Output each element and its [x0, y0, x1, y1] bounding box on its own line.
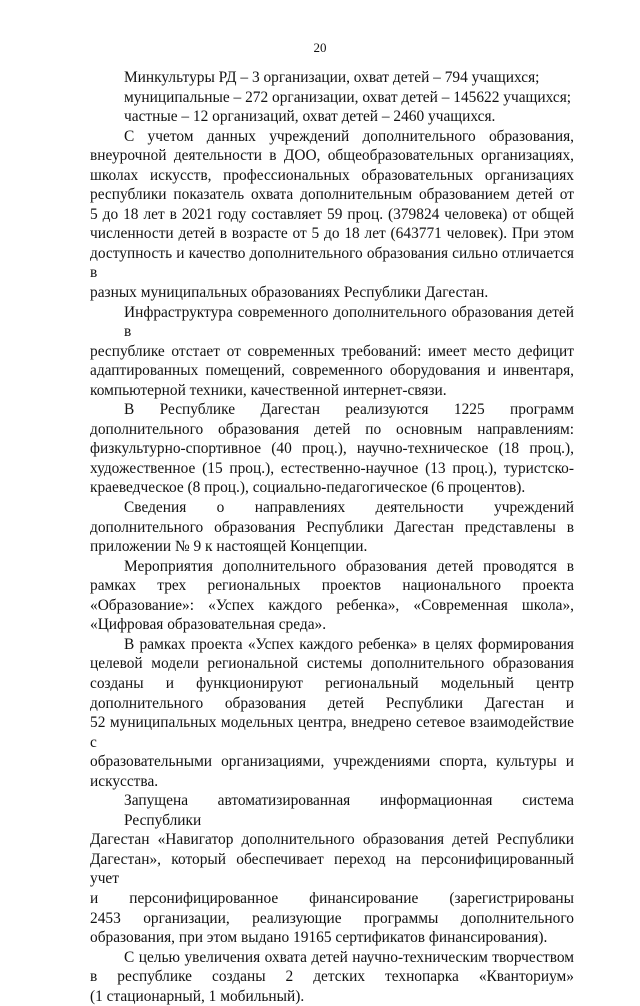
text-line: «Цифровая образовательная среда». — [90, 616, 327, 634]
text-line: частные – 12 организаций, охват детей – 2460 учащихся. — [124, 108, 496, 126]
text-line: С целью увеличения охвата детей научно-техническим творчеством — [124, 948, 574, 966]
text-line: доступность и качество дополнительного образования сильно отличается в — [90, 244, 574, 282]
text-line: муниципальные – 272 организации, охват детей – 145622 учащихся; — [124, 88, 572, 106]
text-line: искусства. — [90, 772, 159, 790]
text-line: Минкультуры РД – 3 организации, охват детей – 794 учащихся; — [124, 69, 540, 86]
text-line: школах искусств, профессиональных образовательных организациях — [90, 166, 574, 184]
text-line: целевой модели региональной системы дополнительного образования — [90, 655, 574, 673]
text-line: Инфраструктура современного дополнительного образования детей в — [124, 303, 574, 341]
text-line: Запущена автоматизированная информационная система Республики — [124, 792, 574, 829]
text-line: 52 муниципальных модельных центра, внедрено сетевое взаимодействие с — [90, 714, 574, 751]
text-line: образовательными организациями, учреждениями спорта, культуры и — [90, 753, 574, 771]
text-line: приложении № 9 к настоящей Концепции. — [90, 538, 368, 556]
text-line: С учетом данных учреждений дополнительного образования, — [124, 127, 574, 145]
text-line: созданы и функционируют региональный модельный центр — [90, 674, 574, 692]
text-line: В Республике Дагестан реализуются 1225 программ — [124, 401, 574, 419]
text-line: дополнительного образования детей Республики Дагестан и — [90, 694, 574, 712]
text-line: 5 до 18 лет в 2021 году составляет 59 проц. (379824 человека) от общей — [90, 205, 574, 223]
text-line: 2453 организации, реализующие программы дополнительного — [90, 909, 574, 927]
text-line: физкультурно-спортивное (40 проц.), научно-техническое (18 проц.), — [90, 440, 574, 458]
text-line: республике отстает от современных требований: имеет место дефицит — [90, 342, 574, 360]
text-line: (1 стационарный, 1 мобильный). — [90, 987, 305, 1005]
text-line: Дагестан», который обеспечивает переход на персонифицированный учет — [90, 850, 574, 888]
text-line: краеведческое (8 проц.), социально-педагогическое (6 процентов). — [90, 479, 526, 497]
text-line: В рамках проекта «Успех каждого ребенка» в целях формирования — [124, 635, 574, 653]
text-line: Дагестан «Навигатор дополнительного образования детей Республики — [90, 831, 574, 849]
text-line: Сведения о направлениях деятельности учреждений — [124, 499, 574, 517]
text-line: численности детей в возрасте от 5 до 18 лет (643771 человек). При этом — [90, 225, 574, 243]
text-line: дополнительного образования детей по основным направлениям: — [90, 420, 574, 438]
text-line: художественное (15 проц.), естественно-научное (13 проц.), туристско- — [90, 459, 574, 477]
text-line: внеурочной деятельности в ДОО, общеобразовательных организациях, — [90, 147, 574, 165]
text-line: образования, при этом выдано 19165 сертификатов финансирования). — [90, 929, 548, 947]
text-line: в республике созданы 2 детских технопарка «Кванториум» — [90, 968, 574, 986]
text-line: республики показатель охвата дополнительным образованием детей от — [90, 186, 574, 204]
page-number: 20 — [313, 40, 327, 55]
text-line: компьютерной техники, качественной интернет-связи. — [90, 381, 447, 399]
text-line: и персонифицированное финансирование (зарегистрированы — [90, 889, 574, 907]
text-line: адаптированных помещений, современного оборудования и инвентаря, — [90, 362, 574, 380]
text-line: рамках трех региональных проектов национального проекта — [90, 577, 574, 595]
document-body — [90, 68, 574, 1006]
text-line: разных муниципальных образованиях Республики Дагестан. — [90, 284, 489, 302]
text-line: Мероприятия дополнительного образования детей проводятся в — [124, 557, 574, 575]
text-line: дополнительного образования Республики Дагестан представлены в — [90, 518, 574, 536]
text-line: «Образование»: «Успех каждого ребенка», «Современная школа», — [90, 596, 574, 614]
